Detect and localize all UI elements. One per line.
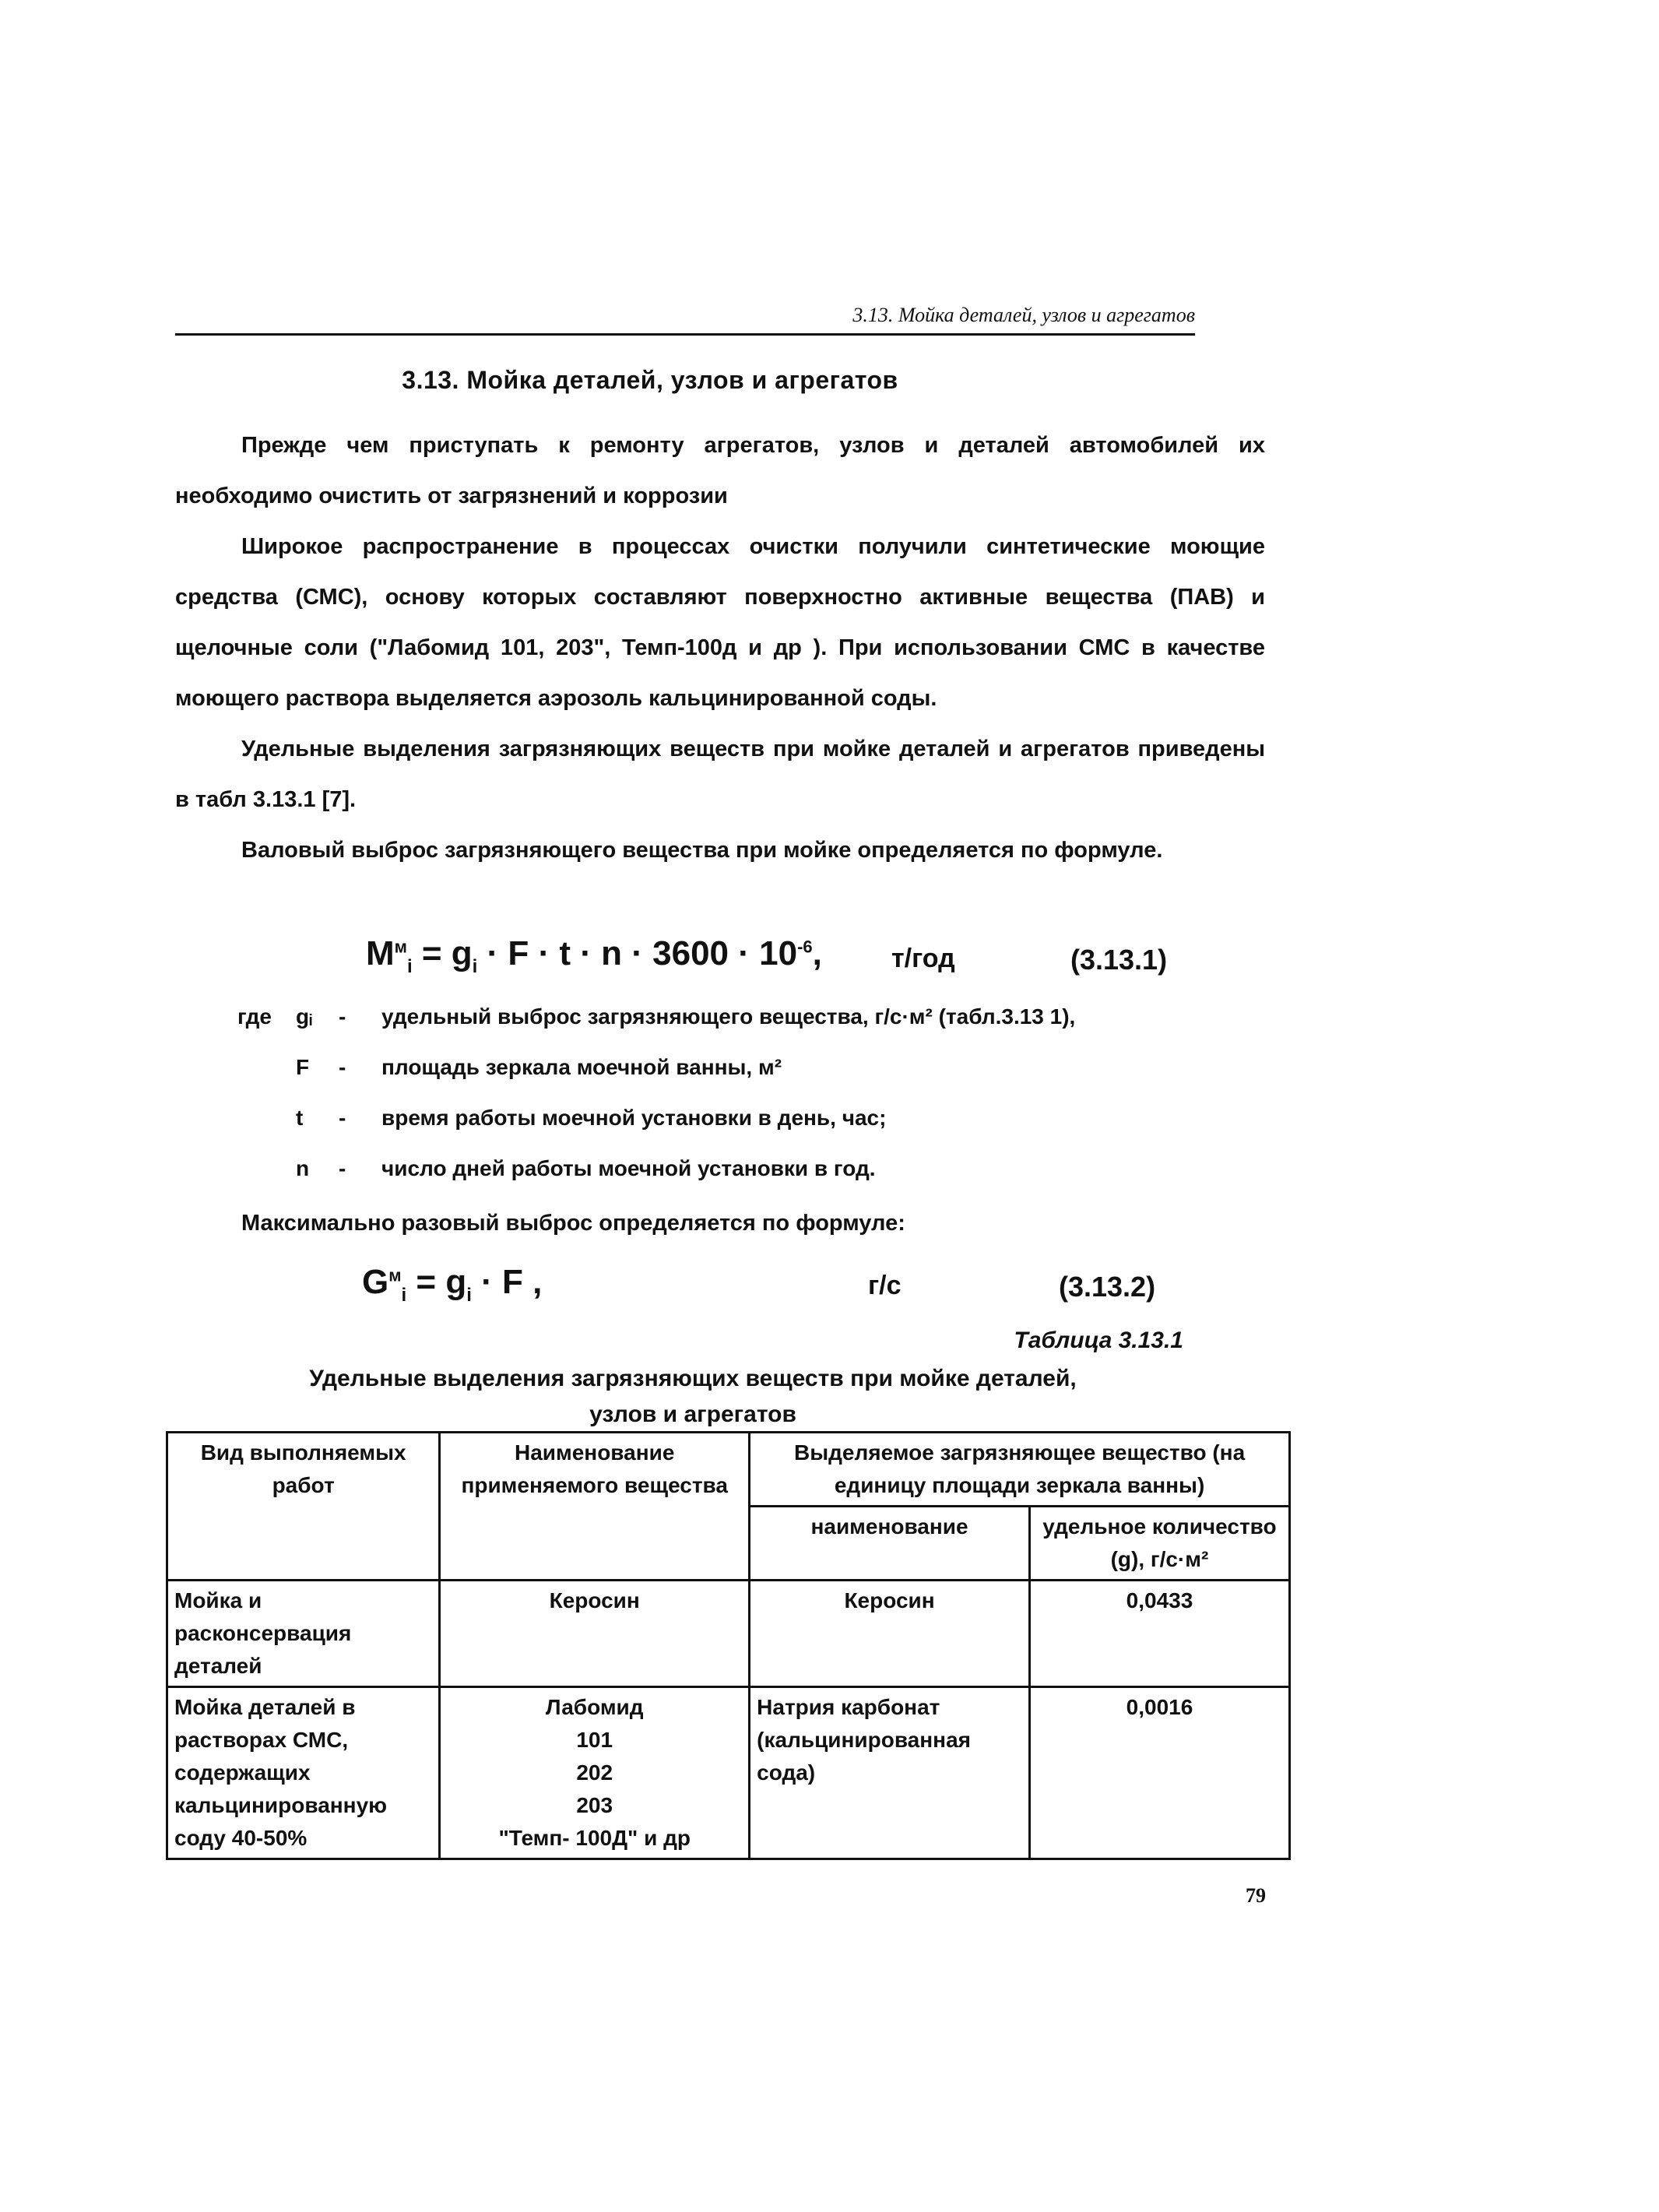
formula-3-13-2 — [362, 1263, 542, 1306]
formula-1-unit: т/год — [891, 944, 955, 973]
cell-pollutant: Керосин — [750, 1581, 1030, 1687]
definition-text: число дней работы моечной установки в год. — [381, 1156, 876, 1180]
cell-rate: 0,0433 — [1029, 1581, 1289, 1687]
header-work-type: Вид выполняемых работ — [167, 1433, 440, 1581]
definition-dash: - — [339, 1106, 346, 1130]
paragraph-3-text: Удельные выделения загрязняющих веществ при мойке деталей и агрегатов приведены в табл 3.13.1 [7]. — [175, 737, 1265, 812]
cell-rate: 0,0016 — [1029, 1687, 1289, 1859]
definition-dash: - — [339, 1055, 346, 1079]
formula-2-lhs-sub: i — [401, 1284, 407, 1306]
formula-2-rhs: = g — [416, 1263, 467, 1301]
table-header-row — [167, 1433, 1290, 1507]
cell-pollutant: Натрия карбонат (кальцинированная сода) — [750, 1687, 1030, 1859]
section-title: 3.13. Мойка деталей, узлов и агрегатов — [402, 366, 898, 394]
emissions-table — [166, 1431, 1291, 1860]
definition-text: площадь зеркала моечной ванны, м² — [381, 1055, 782, 1079]
formula-2-rhs-sub: i — [466, 1284, 472, 1306]
header-rule — [175, 333, 1195, 336]
header-pollutant-group: Выделяемое загрязняющее вещество (на единицу площади зеркала ванны) — [750, 1433, 1290, 1507]
formula-1-rhs-sub: i — [472, 955, 478, 977]
definition-dash: - — [339, 1004, 346, 1029]
page-number: 79 — [1246, 1884, 1266, 1907]
formula-2-lhs-sup: м — [388, 1265, 402, 1285]
paragraph-4-text: Валовый выброс загрязняющего вещества при мойке определяется по формуле. — [241, 838, 1163, 863]
paragraph-4 — [175, 825, 1265, 876]
cell-substance: Лабомид 101 202 203 "Темп- 100Д" и др — [440, 1687, 750, 1859]
paragraph-1-text: Прежде чем приступать к ремонту агрегатов, узлов и деталей автомобилей их необходимо очистить от загрязнений и коррозии — [175, 433, 1265, 508]
formula-1-number: (3.13.1) — [1070, 944, 1168, 976]
definition-symbol: gᵢ — [296, 1004, 313, 1029]
formula-3-13-1 — [366, 934, 822, 978]
formula-1-lhs-sup: м — [394, 937, 407, 957]
cell-work: Мойка деталей в растворах СМС, содержащих кальцинированную соду 40-50% — [167, 1687, 440, 1859]
cell-work: Мойка и расконсервация деталей — [167, 1581, 440, 1687]
header-pollutant-name: наименование — [750, 1507, 1030, 1581]
definition-text: удельный выброс загрязняющего вещества, г/с·м² (табл.3.13 1), — [381, 1004, 1076, 1029]
paragraph-2-text: Широкое распространение в процессах очистки получили синтетические моющие средства (СМС), основу которых составляют поверхностно активные вещества (ПАВ) и щелочные соли ("Лабомид 101, 203", Темп-100д и др ). При использовании СМС в качестве моющего раствора выделяется аэрозоль кальцинированной соды. — [175, 534, 1265, 711]
paragraph-5: Максимально разовый выброс определяется по формуле: — [241, 1211, 905, 1236]
definition-symbol: t — [296, 1106, 304, 1130]
formula-1-lhs: M — [366, 934, 395, 972]
cell-substance: Керосин — [440, 1581, 750, 1687]
definition-dash: - — [339, 1156, 346, 1180]
formula-1-rhs-rest: · F · t · n · 3600 · 10 — [477, 934, 798, 972]
table-row — [167, 1581, 1290, 1687]
definition-text: время работы моечной установки в день, час; — [381, 1106, 887, 1130]
formula-2-rhs-rest: · F , — [471, 1263, 543, 1301]
paragraph-3 — [175, 724, 1265, 825]
formula-2-lhs: G — [362, 1263, 389, 1301]
running-header: 3.13. Мойка деталей, узлов и агрегатов — [852, 304, 1195, 326]
formula-1-exponent: -6 — [797, 937, 813, 957]
table-title: Удельные выделения загрязняющих веществ при мойке деталей, узлов и агрегатов — [309, 1366, 1077, 1427]
definition-symbol: F — [296, 1055, 310, 1079]
definition-symbol: n — [296, 1156, 310, 1180]
paragraph-2 — [175, 522, 1265, 724]
table-row — [167, 1687, 1290, 1859]
formula-1-end: , — [812, 934, 822, 972]
header-specific-rate: удельное количество (g), г/с·м² — [1029, 1507, 1289, 1581]
paragraph-1 — [175, 420, 1265, 522]
formula-1-rhs: = g — [421, 934, 473, 972]
formula-1-lhs-sub: i — [406, 955, 413, 977]
header-substance: Наименование применяемого вещества — [440, 1433, 750, 1581]
table-label: Таблица 3.13.1 — [1014, 1328, 1183, 1353]
formula-2-unit: г/с — [868, 1271, 902, 1300]
formula-2-number: (3.13.2) — [1059, 1271, 1156, 1303]
definition-lead: где — [237, 1004, 272, 1029]
